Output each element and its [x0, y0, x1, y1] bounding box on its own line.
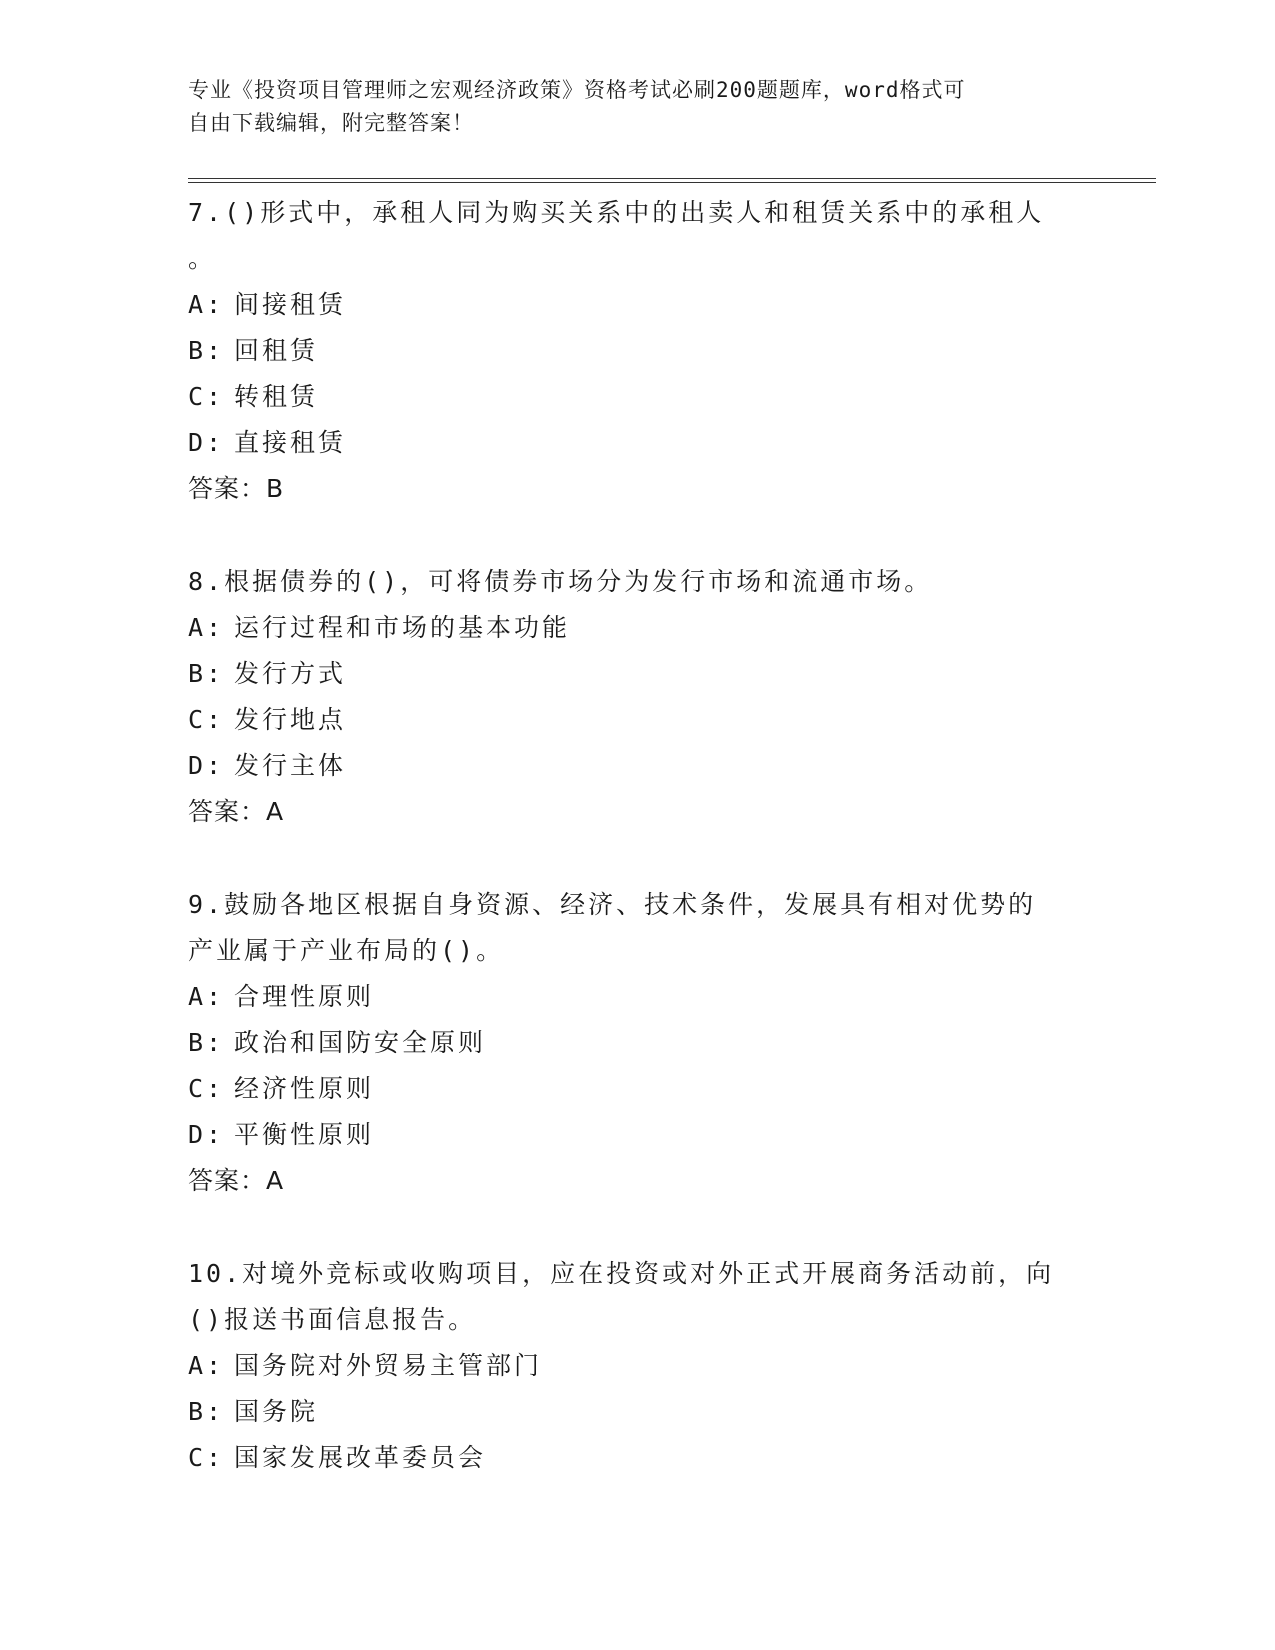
question-9	[188, 882, 1088, 1204]
option-text: 政治和国防安全原则	[234, 1028, 487, 1057]
option-text: 平衡性原则	[234, 1120, 375, 1149]
question-list	[188, 190, 1088, 1528]
question-stem-continued: ()报送书面信息报告。	[188, 1305, 477, 1334]
option-c	[188, 1066, 1088, 1112]
option-d	[188, 420, 1088, 466]
question-stem: 9.鼓励各地区根据自身资源、经济、技术条件，发展具有相对优势的	[188, 890, 1037, 919]
question-10	[188, 1251, 1088, 1481]
option-a	[188, 974, 1088, 1020]
option-text: 间接租赁	[234, 290, 347, 319]
question-stem: 10.对境外竞标或收购项目，应在投资或对外正式开展商务活动前，向	[188, 1259, 1055, 1288]
option-text: 直接租赁	[234, 428, 347, 457]
question-stem: 8.根据债券的()，可将债券市场分为发行市场和流通市场。	[188, 567, 933, 596]
option-text: 国务院	[234, 1397, 319, 1426]
document-header	[188, 74, 1068, 140]
option-c	[188, 1435, 1088, 1481]
option-letter: C:	[188, 1443, 225, 1472]
question-7	[188, 190, 1088, 512]
option-d	[188, 743, 1088, 789]
option-d	[188, 1112, 1088, 1158]
option-b	[188, 1020, 1088, 1066]
option-text: 国家发展改革委员会	[234, 1443, 487, 1472]
option-letter: C:	[188, 705, 225, 734]
answer-line: 答案：B	[188, 474, 285, 503]
option-text: 回租赁	[234, 336, 319, 365]
question-stem: 7.()形式中，承租人同为购买关系中的出卖人和租赁关系中的承租人	[188, 198, 1045, 227]
answer-line: 答案：A	[188, 1166, 285, 1195]
option-text: 发行主体	[234, 751, 347, 780]
option-letter: D:	[188, 751, 225, 780]
option-letter: A:	[188, 290, 225, 319]
answer-line: 答案：A	[188, 797, 285, 826]
option-letter: B:	[188, 1028, 225, 1057]
question-stem-continued: 产业属于产业布局的()。	[188, 936, 505, 965]
option-letter: A:	[188, 613, 225, 642]
question-8	[188, 559, 1088, 835]
option-text: 转租赁	[234, 382, 319, 411]
option-b	[188, 328, 1088, 374]
option-letter: B:	[188, 336, 225, 365]
option-letter: D:	[188, 428, 225, 457]
option-text: 国务院对外贸易主管部门	[234, 1351, 543, 1380]
option-text: 合理性原则	[234, 982, 375, 1011]
option-text: 运行过程和市场的基本功能	[234, 613, 571, 642]
option-c	[188, 374, 1088, 420]
header-divider	[188, 178, 1156, 183]
header-line-1: 专业《投资项目管理师之宏观经济政策》资格考试必刷200题题库，word格式可	[188, 78, 966, 102]
option-a	[188, 605, 1088, 651]
option-text: 经济性原则	[234, 1074, 375, 1103]
option-letter: C:	[188, 382, 225, 411]
option-letter: A:	[188, 982, 225, 1011]
question-stem-continued: 。	[188, 244, 217, 273]
option-letter: D:	[188, 1120, 225, 1149]
option-letter: C:	[188, 1074, 225, 1103]
option-text: 发行方式	[234, 659, 347, 688]
header-line-2: 自由下载编辑，附完整答案！	[188, 111, 474, 135]
option-text: 发行地点	[234, 705, 347, 734]
option-a	[188, 1343, 1088, 1389]
option-b	[188, 1389, 1088, 1435]
option-letter: A:	[188, 1351, 225, 1380]
option-letter: B:	[188, 1397, 225, 1426]
option-b	[188, 651, 1088, 697]
option-c	[188, 697, 1088, 743]
option-a	[188, 282, 1088, 328]
option-letter: B:	[188, 659, 225, 688]
